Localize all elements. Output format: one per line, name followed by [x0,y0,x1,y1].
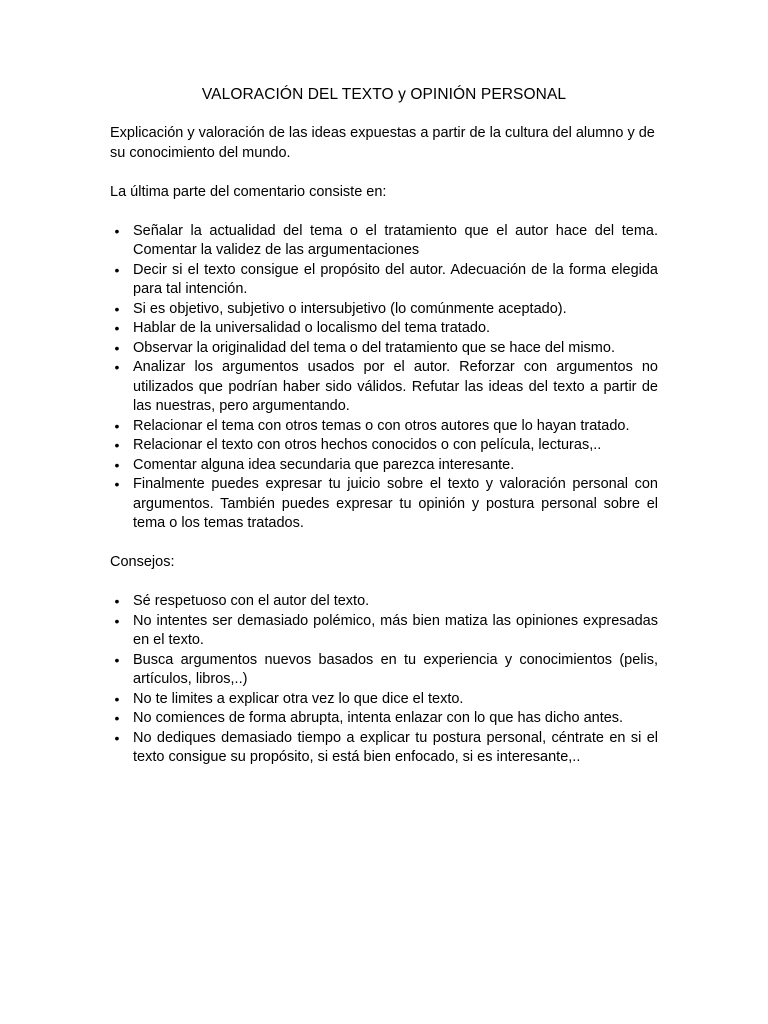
lead-paragraph: La última parte del comentario consiste en: [110,183,387,200]
bullet-icon: • [114,222,120,239]
comment-items-list [110,222,658,534]
bullet-icon: • [114,261,120,278]
list-item-text: Observar la originalidad del tema o del tratamiento que se hace del mismo. [133,339,615,356]
list-item [110,475,658,534]
bullet-icon: • [114,593,120,609]
list-item-text: Finalmente puedes expresar tu juicio sobre el texto y valoración personal con argumentos. También puedes expresar tu opinión y postura personal sobre el tema o los temas tratados. [133,476,658,531]
list-item [110,592,658,612]
document-title: VALORACIÓN DEL TEXTO y OPINIÓN PERSONAL [201,86,567,103]
list-item-text: Decir si el texto consigue el propósito del autor. Adecuación de la forma elegida para tal intención. [133,261,658,297]
list-item [110,261,658,300]
list-item-text: No te limites a explicar otra vez lo que dice el texto. [133,690,464,707]
list-item [110,436,658,456]
bullet-icon: • [114,456,120,473]
bullet-icon: • [114,417,120,434]
list-item-text: Analizar los argumentos usados por el autor. Reforzar con argumentos no utilizados que podrían haber sido válidos. Refutar las ideas del texto a partir de las nuestras, pero argumentando. [133,359,658,414]
list-item-text: No comiences de forma abrupta, intenta enlazar con lo que has dicho antes. [133,710,624,726]
bullet-icon: • [114,690,120,707]
list-item-text: Sé respetuoso con el autor del texto. [133,593,370,609]
bullet-icon: • [114,651,120,668]
document-body [110,124,658,787]
list-item-text: Si es objetivo, subjetivo o intersubjetivo (lo comúnmente aceptado). [133,300,567,317]
bullet-icon: • [114,476,120,492]
advice-heading: Consejos: [110,554,175,570]
list-item [110,690,658,710]
list-item-text: No intentes ser demasiado polémico, más bien matiza las opiniones expresadas en el texto. [133,612,658,648]
list-item-text: No dediques demasiado tiempo a explicar tu postura personal, céntrate en si el texto consigue su propósito, si está bien enfocado, si es interesante,.. [133,729,658,765]
bullet-icon: • [114,612,120,629]
list-item [110,709,658,729]
list-item-text: Comentar alguna idea secundaria que parezca interesante. [133,456,515,473]
list-item [110,339,658,359]
bullet-icon: • [114,729,120,746]
bullet-icon: • [114,339,120,356]
list-item-text: Hablar de la universalidad o localismo del tema tratado. [133,320,491,336]
bullet-icon: • [114,300,120,317]
advice-list [110,592,658,768]
bullet-icon: • [114,710,120,726]
bullet-icon: • [114,320,120,336]
intro-paragraph: Explicación y valoración de las ideas expuestas a partir de la cultura del alumno y de su conocimiento del mundo. [110,125,655,161]
list-item-text: Relacionar el texto con otros hechos conocidos o con película, lecturas,.. [133,437,602,453]
list-item [110,222,658,261]
list-item [110,729,658,768]
list-item [110,358,658,417]
bullet-icon: • [114,437,120,453]
list-item [110,319,658,339]
list-item-text: Busca argumentos nuevos basados en tu experiencia y conocimientos (pelis, artículos, libros,..) [133,651,658,687]
list-item [110,417,658,437]
list-item [110,651,658,690]
list-item-text: Relacionar el tema con otros temas o con otros autores que lo hayan tratado. [133,417,630,434]
list-item [110,612,658,651]
bullet-icon: • [114,359,120,375]
list-item-text: Señalar la actualidad del tema o el tratamiento que el autor hace del tema. Comentar la validez de las argumentaciones [133,222,658,258]
list-item [110,456,658,476]
list-item [110,300,658,320]
